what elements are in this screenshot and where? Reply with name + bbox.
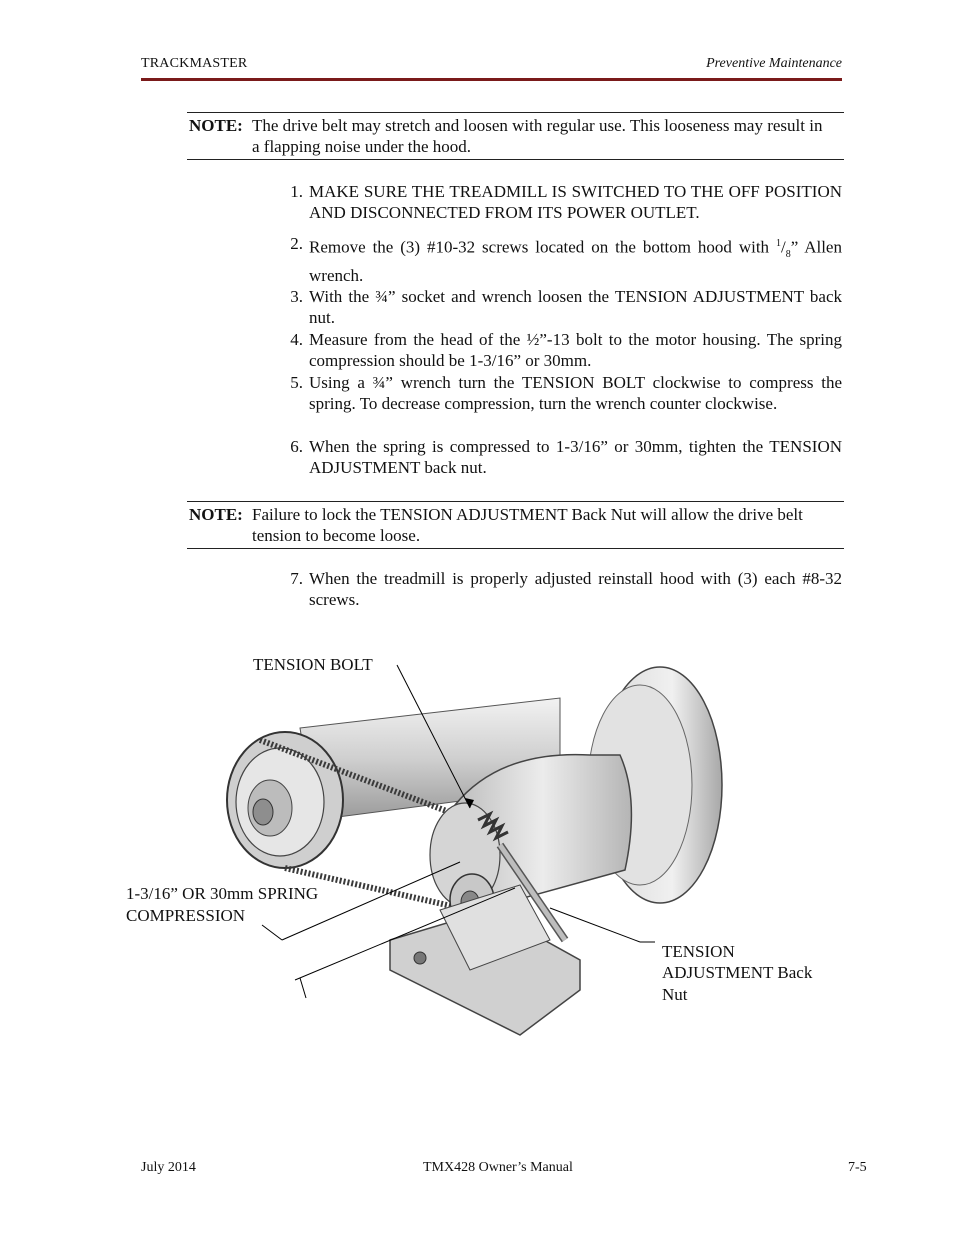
header-brand: TRACKMASTER — [141, 56, 248, 71]
motor-belt-illustration — [120, 640, 840, 1060]
note2-top-rule — [187, 501, 844, 502]
header-rule — [141, 78, 842, 81]
step-number: 3. — [290, 287, 303, 306]
note2-bottom-rule — [187, 548, 844, 549]
label-compression-line2: COMPRESSION — [126, 906, 246, 925]
label-adjust-line2: ADJUSTMENT Back — [662, 963, 813, 982]
note1-bottom-rule — [187, 159, 844, 160]
footer-date: July 2014 — [141, 1160, 196, 1175]
step-text: When the spring is compressed to 1-3/16” or 30mm, tighten the TENSION ADJUSTMENT back nut. — [309, 437, 842, 477]
label-adjust-line1: TENSION — [662, 942, 735, 961]
note1-text — [252, 115, 832, 157]
step-text: Using a ¾” wrench turn the TENSION BOLT clockwise to compress the spring. To decrease compression, turn the wrench counter clockwise. — [309, 373, 842, 413]
step-number: 1. — [290, 182, 303, 201]
step-text: With the ¾” socket and wrench loosen the TENSION ADJUSTMENT back nut. — [309, 287, 842, 327]
roller-pulley — [227, 732, 343, 868]
fraction-denominator: 8 — [785, 249, 791, 261]
steps-list-b — [281, 568, 842, 612]
step-number: 6. — [290, 437, 303, 456]
note1-text-body: The drive belt may stretch and loosen with regular use. This looseness may result in a flapping noise under the hood. — [252, 116, 823, 156]
note2-label: NOTE: — [189, 505, 243, 524]
note2-text — [252, 504, 832, 546]
step-text: Remove the (3) #10-32 screws located on the bottom hood with $^1/_8$” Allen wrench. — [309, 237, 842, 286]
label-adjust-line3: Nut — [662, 985, 688, 1004]
step-text-part: ” Allen wrench. — [309, 237, 842, 286]
label-compression-line1: 1-3/16” OR 30mm SPRING — [126, 884, 319, 903]
header-section-title: Preventive Maintenance — [706, 56, 842, 71]
step-number: 5. — [290, 373, 303, 392]
step-text-part: Remove the (3) #10-32 screws located on the bottom hood with — [309, 237, 776, 257]
note1-top-rule — [187, 112, 844, 113]
step-text: Measure from the head of the ½”-13 bolt to the motor housing. The spring compression should be 1-3/16” or 30mm. — [309, 330, 842, 370]
note2-text-body: Failure to lock the TENSION ADJUSTMENT Back Nut will allow the drive belt tension to become loose. — [252, 505, 803, 545]
label-tension-bolt: TENSION BOLT — [253, 655, 373, 674]
fraction-numerator: 1 — [775, 238, 781, 249]
step-number: 2. — [290, 234, 303, 253]
note1 — [189, 115, 844, 159]
footer-page-number: 7-5 — [848, 1160, 867, 1175]
mounting-bracket — [390, 885, 580, 1035]
step-number: 4. — [290, 330, 303, 349]
steps-list-a — [281, 181, 842, 481]
step-text: When the treadmill is properly adjusted reinstall hood with (3) each #8-32 screws. — [309, 569, 842, 609]
note1-label: NOTE: — [189, 116, 243, 135]
footer-manual-title: TMX428 Owner’s Manual — [423, 1160, 573, 1175]
step-number: 7. — [290, 569, 303, 588]
note2 — [189, 504, 844, 548]
step-text: MAKE SURE THE TREADMILL IS SWITCHED TO THE OFF POSITION AND DISCONNECTED FROM ITS POWER OUTLET. — [309, 182, 842, 222]
